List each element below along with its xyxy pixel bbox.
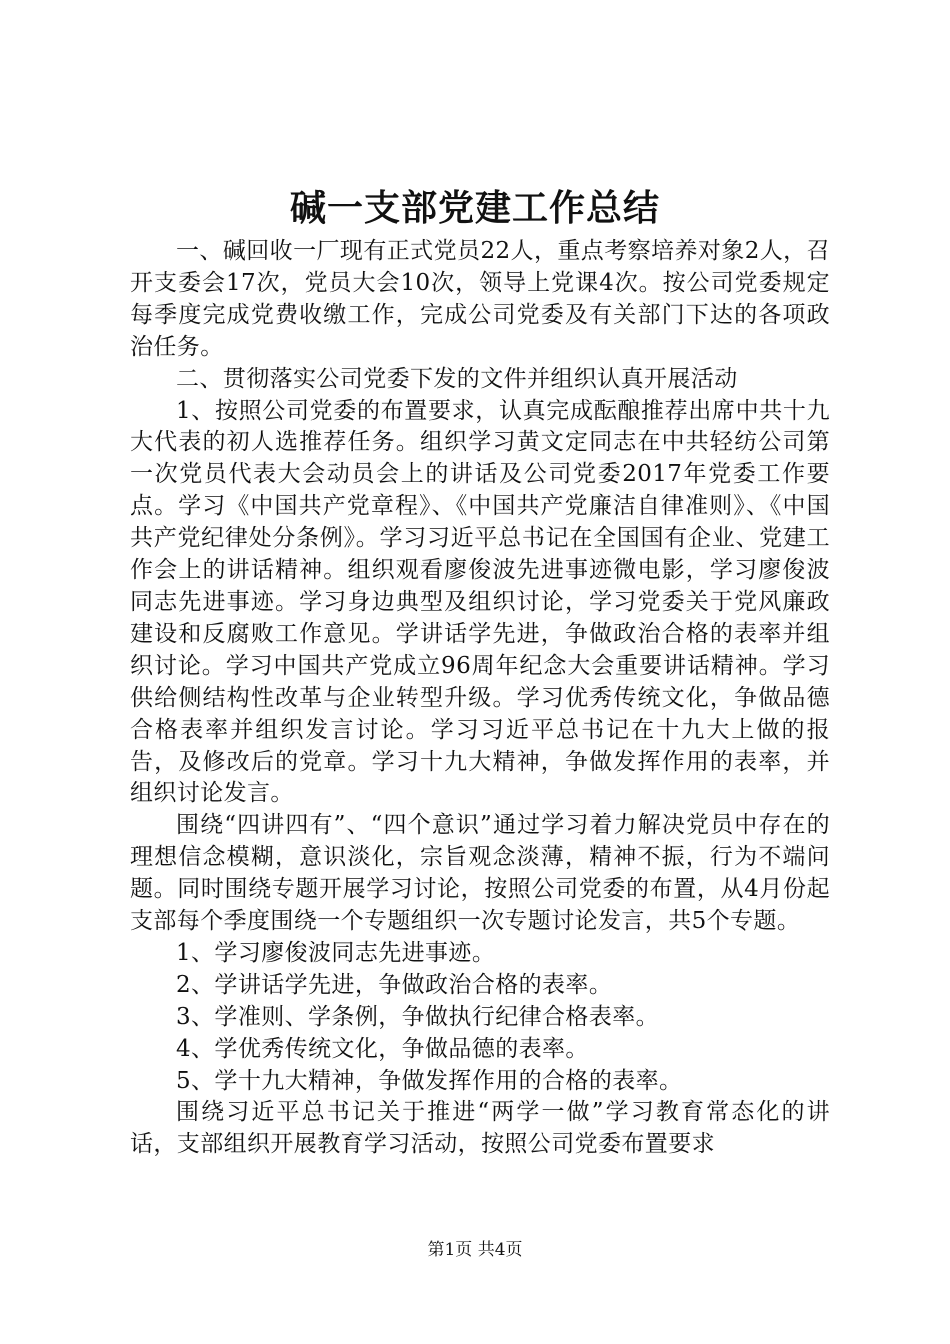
list-item-topic-5: 5、学十九大精神，争做发挥作用的合格的表率。 [176,1067,683,1094]
paragraph-party-members-overview: 一、碱回收一厂现有正式党员22人，重点考察培养对象2人，召开支委会17次，党员大会10次，领导上党课4次。按公司党委规定每季度完成党费收缴工作，完成公司党委及有关部门下达的各项政治任务。 [130,238,830,360]
paragraph-two-studies-one-action: 围绕习近平总书记关于推进“两学一做”学习教育常态化的讲话，支部组织开展教育学习活动，按照公司党委布置要求 [130,1099,830,1158]
paragraph-four-lectures-topics: 围绕“四讲四有”、“四个意识”通过学习着力解决党员中存在的理想信念模糊，意识淡化，宗旨观念淡薄，精神不振，行为不端问题。同时围绕专题开展学习讨论，按照公司党委的布置，从4月份起支部每个季度围绕一个专题组织一次专题讨论发言，共5个专题。 [130,812,830,935]
list-item-topic-4: 4、学优秀传统文化，争做品德的表率。 [176,1035,589,1062]
list-item-topic-1: 1、学习廖俊波同志先进事迹。 [176,939,496,966]
page-number-footer: 第1页 共4页 [427,1240,523,1260]
list-item-topic-3: 3、学准则、学条例，争做执行纪律合格表率。 [176,1003,660,1030]
paragraph-section-two-heading: 二、贯彻落实公司党委下发的文件并组织认真开展活动 [176,365,738,392]
list-item-topic-2: 2、学讲话学先进，争做政治合格的表率。 [176,971,613,998]
document-title: 碱一支部党建工作总结 [289,187,660,229]
document-body [130,236,830,1161]
paragraph-study-activities: 1、按照公司党委的布置要求，认真完成酝酿推荐出席中共十九大代表的初人选推荐任务。组织学习黄文定同志在中共轻纺公司第一次党员代表大会动员会上的讲话及公司党委2017年党委工作要点。学习《中国共产党章程》、《中国共产党廉洁自律准则》、《中国共产党纪律处分条例》。学习习近平总书记在全国国有企业、党建工作会上的讲话精神。组织观看廖俊波先进事迹微电影，学习廖俊波同志先进事迹。学习身边典型及组织讨论，学习党委关于党风廉政建设和反腐败工作意见。学讲话学先进，争做政治合格的表率并组织讨论。学习中国共产党成立96周年纪念大会重要讲话精神。学习供给侧结构性改革与企业转型升级。学习优秀传统文化，争做品德合格表率并组织发言讨论。学习习近平总书记在十九大上做的报告，及修改后的党章。学习十九大精神，争做发挥作用的表率，并组织讨论发言。 [130,397,830,807]
